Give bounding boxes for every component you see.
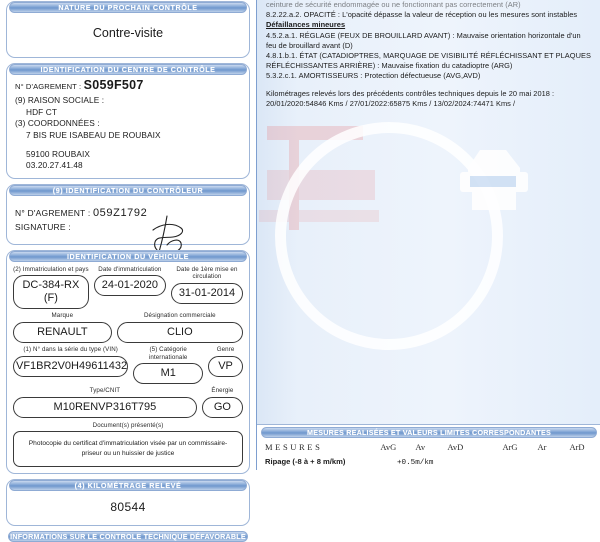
defect-amortisseurs: 5.3.2.c.1. AMORTISSEURS : Protection défectueuse (AVG,AVD) [266,71,481,81]
table-row [265,457,597,470]
mesures-columns-front [371,442,475,452]
section-header-controleur: (9) IDENTIFICATION DU CONTRÔLEUR [9,185,247,196]
date-immat-label: Date d'immatriculation [98,265,162,273]
centre-address-line2: 59100 ROUBAIX [26,149,91,160]
categorie-label: (5) Catégorie internationale [148,346,188,361]
defects-list [257,0,600,109]
mesures-title: MESURES [265,442,323,452]
column-av: Av [415,442,426,452]
column-ar: Ar [537,442,547,452]
controleur-agrement-value: 059Z1792 [92,206,148,219]
centre-spacer [15,141,241,149]
mesure-value-ripage: +0.5m/km [397,459,434,467]
type-label: Type/CNIT [89,387,121,395]
right-column [256,0,600,470]
energie-value: GO [202,397,243,418]
field-marque [13,312,112,343]
centre-raison-value: HDF CT [26,106,58,117]
km-history-line1: Kilométrages relevés lors des précédents contrôles techniques depuis le 20 mai 2018 : [266,88,555,98]
defect-reglage: 4.5.2.a.1. RÉGLAGE (FEUX DE BROUILLARD AVANT) : Mauvaise orientation horizontale d'un feu de brouillard avant (D) [266,30,581,50]
field-type-cnit [13,387,197,418]
column-avd: AvD [447,442,464,452]
panel-kilometrage [6,479,250,526]
centre-address-line1: 7 BIS RUE ISABEAU DE ROUBAIX [26,129,161,140]
mesures-columns-rear [493,442,597,452]
field-immatriculation [13,266,89,310]
section-header-vehicule: IDENTIFICATION DU VÉHICULE [9,251,247,262]
defect-opacite: 8.2.22.a.2. OPACITÉ : L'opacité dépasse la valeur de réception ou les mesures sont instables [266,10,578,20]
section-header-kilometrage: (4) KILOMÉTRAGE RELEVÉ [9,480,247,491]
designation-label: Désignation commerciale [143,312,216,320]
vehicule-row-vin [13,346,243,384]
date-1ere-label: Date de 1ère mise en circulation [176,265,238,281]
vehicule-row-immat [13,266,243,310]
documents-value: Photocopie du certificat d'immatriculation visée par un commissaire-priseur ou un huissier de justice [13,431,243,467]
controleur-signature-label: SIGNATURE : [15,221,71,232]
immat-label: (2) Immatriculation et pays [13,265,89,273]
mesures-table [257,438,600,470]
centre-coord-label: (3) COORDONNÉES : [15,118,100,129]
vehicule-row-type [13,387,243,418]
km-history-line2: 20/01/2020:54846 Kms / 27/01/2022:65875 Kms / 13/02/2024:74471 Kms / [266,99,516,109]
section-header-mesures: MESURES REALISÉES ET VALEURS LIMITES CORRESPONDANTES [261,427,597,438]
nature-value: Contre-visite [92,26,164,40]
marque-value: RENAULT [13,322,112,343]
centre-phone: 03.20.27.41.48 [26,160,83,171]
controleur-body [7,196,249,244]
vin-value: VF1BR2V0H49611432 [13,356,128,377]
defects-spacer [266,82,592,89]
immat-value: DC-384-RX (F) [13,275,89,309]
watermark-car-icon [450,142,546,220]
field-categorie [133,346,203,384]
field-designation [117,312,243,343]
section-header-nature: NATURE DU PROCHAIN CONTRÔLE [9,2,247,13]
type-value: M10RENVP316T795 [13,397,197,418]
field-date-immatriculation [94,266,166,310]
column-arg: ArG [502,442,518,452]
centre-raison-label: (9) RAISON SOCIALE : [15,95,105,106]
vehicule-body [7,262,249,474]
vehicule-row-marque [13,312,243,343]
categorie-value: M1 [133,363,203,384]
kilometrage-history [266,89,592,110]
date-1ere-value: 31-01-2014 [171,283,243,304]
column-avg: AvG [380,442,397,452]
marque-label: Marque [51,312,74,320]
left-column [0,0,256,542]
genre-label: Genre [216,346,235,354]
centre-agrement-value: S059F507 [83,78,144,92]
kilometrage-value: 80544 [110,500,146,515]
documents-label: Document(s) présenté(s) [92,421,164,429]
centre-body [7,75,249,178]
section-header-centre: IDENTIFICATION DU CENTRE DE CONTRÔLE [9,64,247,75]
panel-controleur [6,184,250,245]
designation-value: CLIO [117,322,243,343]
controleur-agrement-row [15,206,241,220]
centre-agrement-label: N° D'AGREMENT : [15,82,82,91]
panel-centre-controle [6,63,250,179]
field-energie [202,387,243,418]
panel-mesures [257,424,600,470]
panel-info-defavorable [6,531,250,542]
panel-vehicule [6,250,250,475]
defects-minor-subheading: Défaillances mineures [266,20,346,30]
field-documents [13,422,243,468]
controleur-agrement-label: N° D'AGREMENT : [15,207,91,218]
vin-label: (1) N° dans la série du type (VIN) [23,346,118,354]
field-genre [208,346,243,384]
field-date-premiere-circulation [171,266,243,310]
defect-clipped-line: ceinture de sécurité endommagée ou ne fonctionnant pas correctement (AR) [266,0,521,9]
centre-agrement-row [15,80,241,92]
date-immat-value: 24-01-2020 [94,275,166,296]
section-header-info-defavorable: INFORMATIONS SUR LE CONTROLE TECHNIQUE DÉFAVORABLE [8,531,248,542]
genre-value: VP [208,356,243,377]
mesures-table-header [265,442,597,457]
mesure-name-ripage: Ripage (-8 à + 8 m/km) [265,457,346,466]
defect-etat-catadioptres: 4.8.1.b.1. ÉTAT (CATADIOPTRES, MARQUAGE DE VISIBILITÉ RÉFLÉCHISSANT ET PLAQUES RÉFLÉCHISSANTES ARRIÈRE) : Mauvaise fixation du catadioptre (ARG) [266,51,591,71]
panel-nature-prochain-controle [6,1,250,58]
column-ard: ArD [569,442,585,452]
energie-label: Énergie [211,387,234,395]
field-vin [13,346,128,384]
